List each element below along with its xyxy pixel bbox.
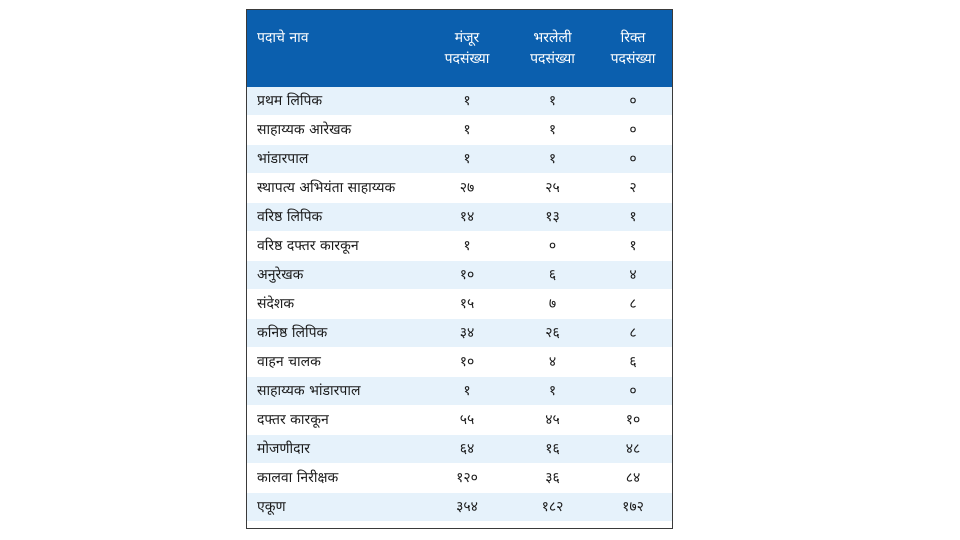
post-name: कनिष्ठ लिपिक [257, 325, 328, 341]
sanctioned-count: १४ [459, 209, 475, 225]
filled-count: ४ [548, 354, 557, 370]
filled-count: ६ [548, 267, 557, 283]
header-vacant-line1: रिक्त [620, 30, 646, 46]
filled-count: १ [548, 151, 557, 167]
post-name: वरिष्ठ दफ्तर कारकून [257, 238, 359, 254]
filled-count: १ [548, 383, 557, 399]
post-name: स्थापत्य अभियंता साहाय्यक [257, 180, 396, 196]
vacant-count: ० [629, 383, 637, 399]
filled-count: १ [548, 122, 557, 138]
table-row [247, 348, 672, 377]
total-filled: १८२ [541, 499, 564, 515]
vacant-count: ० [629, 151, 637, 167]
filled-count: १३ [545, 209, 560, 225]
table-row [247, 116, 672, 145]
filled-count: ७ [548, 296, 557, 312]
vacant-count: ६ [629, 354, 637, 370]
sanctioned-count: ६४ [459, 441, 475, 457]
table-row [247, 406, 672, 435]
post-name: दफ्तर कारकून [257, 412, 329, 428]
post-name: अनुरेखक [257, 267, 304, 283]
vacant-count: १० [625, 412, 641, 428]
table-row [247, 261, 672, 290]
vacant-count: ४८ [625, 441, 641, 457]
vacant-count: ८ [629, 296, 637, 312]
table-row [247, 319, 672, 348]
sanctioned-count: २७ [459, 180, 475, 196]
total-row [247, 493, 672, 522]
table-row [247, 290, 672, 319]
sanctioned-count: १२० [456, 470, 478, 486]
table-row [247, 87, 672, 116]
post-name: वरिष्ठ लिपिक [257, 209, 323, 225]
sanctioned-count: १ [463, 151, 471, 167]
vacant-count: २ [629, 180, 637, 196]
sanctioned-count: ३४ [459, 325, 475, 341]
header-sanctioned-line2: पदसंख्या [444, 51, 490, 67]
post-name: वाहन चालक [257, 354, 321, 370]
filled-count: २५ [545, 180, 560, 196]
header-vacant [595, 28, 671, 70]
post-name: प्रथम लिपिक [257, 93, 323, 109]
filled-count: २६ [545, 325, 560, 341]
sanctioned-count: १० [459, 354, 475, 370]
table-row [247, 232, 672, 261]
vacant-count: ० [629, 122, 637, 138]
post-name: साहाय्यक भांडारपाल [257, 383, 361, 399]
sanctioned-count: १५ [459, 296, 475, 312]
post-name: भांडारपाल [257, 151, 309, 167]
header-sanctioned [427, 28, 507, 70]
header-post-name: पदाचे नाव [257, 30, 309, 46]
filled-count: ४५ [545, 412, 560, 428]
header-vacant-line2: पदसंख्या [610, 51, 656, 67]
sanctioned-count: ५५ [459, 412, 475, 428]
vacant-count: १ [629, 209, 637, 225]
sanctioned-count: १ [463, 122, 471, 138]
vacant-count: ४ [629, 267, 637, 283]
sanctioned-count: १० [459, 267, 475, 283]
filled-count: ० [548, 238, 557, 254]
vacant-count: ० [629, 93, 637, 109]
sanctioned-count: १ [463, 383, 471, 399]
table-row [247, 377, 672, 406]
post-name: साहाय्यक आरेखक [257, 122, 352, 138]
filled-count: ३६ [545, 470, 560, 486]
header-filled-line2: पदसंख्या [530, 51, 575, 67]
post-name: कालवा निरीक्षक [257, 470, 339, 486]
total-sanctioned: ३५४ [456, 499, 478, 515]
vacant-count: ८ [629, 325, 637, 341]
header-filled [510, 28, 595, 70]
table-body [247, 87, 672, 522]
table-row [247, 174, 672, 203]
header-sanctioned-line1: मंजूर [454, 30, 480, 46]
sanctioned-count: १ [463, 238, 471, 254]
filled-count: १६ [545, 441, 560, 457]
sanctioned-count: १ [463, 93, 471, 109]
total-label: एकूण [257, 499, 286, 515]
header-filled-line1: भरलेली [533, 30, 572, 46]
vacant-count: १ [629, 238, 637, 254]
post-name: संदेशक [257, 296, 295, 312]
table-row [247, 145, 672, 174]
post-name: मोजणीदार [257, 441, 310, 457]
total-vacant: १७२ [622, 499, 644, 515]
filled-count: १ [548, 93, 557, 109]
table-row [247, 464, 672, 493]
table-row [247, 435, 672, 464]
vacant-count: ८४ [625, 470, 641, 486]
posts-table [246, 9, 673, 529]
table-row [247, 203, 672, 232]
table-header [247, 10, 672, 87]
